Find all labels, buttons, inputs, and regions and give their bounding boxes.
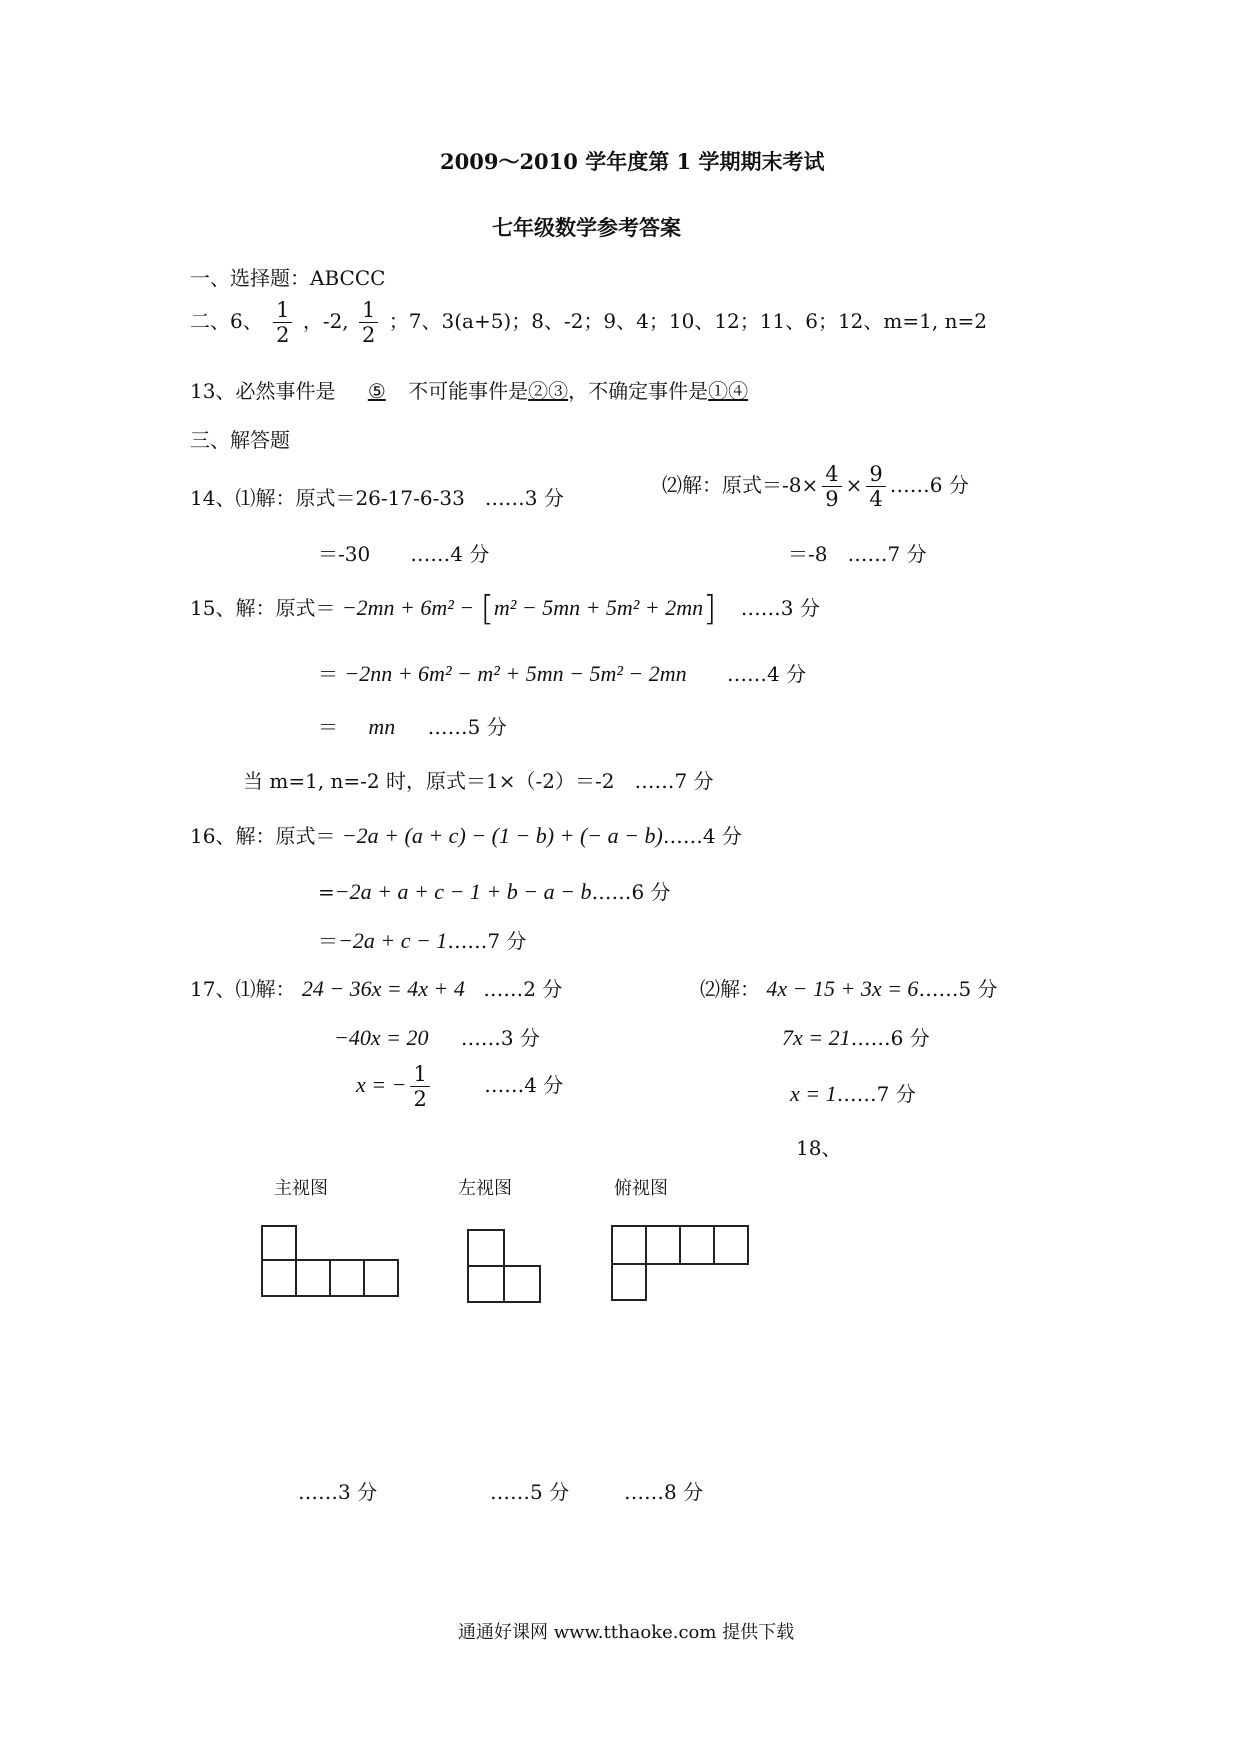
q17-a-line2 bbox=[334, 1022, 540, 1051]
q15-expr1: −2mn + 6m² − bbox=[341, 595, 475, 620]
q18-label: 18、 bbox=[796, 1136, 842, 1160]
q15-score3: ……5 分 bbox=[427, 715, 507, 739]
front-view-label: 主视图 bbox=[274, 1178, 328, 1199]
q16-score3: ……7 分 bbox=[447, 929, 527, 953]
q17-b-line3 bbox=[790, 1078, 916, 1107]
q14-b-line1 bbox=[662, 462, 969, 511]
q13-uncertain-answer: ①④ bbox=[708, 379, 749, 403]
q15-bracket-open: [ bbox=[480, 588, 494, 629]
q17-a-score3: ……4 分 bbox=[484, 1073, 564, 1098]
q17-a-expr1: 24 − 36x = 4x + 4 bbox=[301, 976, 465, 1001]
fraction-denominator: 2 bbox=[413, 1087, 427, 1112]
q15-score2: ……4 分 bbox=[727, 662, 807, 686]
equals-sign: = bbox=[318, 880, 335, 904]
q15-line3 bbox=[318, 711, 507, 740]
q14-b-prefix: ⑵解：原式＝-8× bbox=[662, 473, 819, 498]
q17-a-score1: ……2 分 bbox=[483, 977, 563, 1001]
fraction-denominator: 9 bbox=[825, 487, 839, 512]
q17-b-expr1: 4x − 15 + 3x = 6 bbox=[766, 976, 919, 1001]
q1-choice-answers: 一、选择题：ABCCC bbox=[190, 266, 386, 290]
top-view-label: 俯视图 bbox=[614, 1178, 668, 1199]
q16-line2 bbox=[318, 876, 671, 905]
q15-expr3: mn bbox=[368, 714, 396, 739]
q17-a-expr2: −40x = 20 bbox=[334, 1025, 429, 1050]
fraction-numerator: 9 bbox=[866, 462, 885, 487]
left-view-label: 左视图 bbox=[458, 1178, 512, 1199]
q2-fraction-half bbox=[273, 298, 292, 347]
q15-expr1-inner: m² − 5mn + 5m² + 2mn bbox=[493, 595, 704, 620]
q16-expr3: −2a + c − 1 bbox=[338, 928, 448, 953]
q2-part2: ，-2, bbox=[302, 309, 349, 334]
front-view-top-square bbox=[262, 1226, 296, 1260]
q14-fraction-9-4 bbox=[866, 462, 885, 511]
q2-fill-answers bbox=[190, 298, 987, 347]
q13-part3: ，不确定事件是 bbox=[568, 379, 709, 403]
left-view-diagram bbox=[464, 1226, 544, 1306]
equals-sign: ＝ bbox=[318, 662, 338, 686]
fraction-denominator: 2 bbox=[362, 323, 376, 348]
front-view-score: ……3 分 bbox=[298, 1480, 378, 1504]
q15-prefix: 15、解：原式＝ bbox=[190, 596, 336, 620]
q2-part3: ；7、3(a+5)；8、-2；9、4；10、12；11、6；12、m=1, n=2 bbox=[388, 309, 987, 334]
fraction-denominator: 4 bbox=[869, 487, 883, 512]
q17-b-score2: ……6 分 bbox=[850, 1026, 930, 1050]
q16-expr1: −2a + (a + c) − (1 − b) + (− a − b) bbox=[341, 823, 663, 848]
fraction-numerator: 4 bbox=[822, 462, 841, 487]
top-view-score: ……8 分 bbox=[624, 1480, 704, 1504]
q17-a-expr3: x = − bbox=[356, 1072, 407, 1098]
section3-title: 三、解答题 bbox=[190, 428, 290, 452]
q17-a-line3 bbox=[356, 1062, 563, 1111]
q16-score2: ……6 分 bbox=[591, 880, 671, 904]
q17-b-line1 bbox=[700, 973, 998, 1002]
q13-certain-answer: ⑤ bbox=[367, 379, 386, 403]
left-view-top-square bbox=[468, 1230, 504, 1266]
q14-b-score1: ……6 分 bbox=[889, 473, 969, 498]
q15-line4: 当 m=1, n=-2 时，原式＝1×（-2）＝-2 ……7 分 bbox=[243, 769, 714, 793]
q14-a-line2: ＝-30 ……4 分 bbox=[318, 542, 490, 566]
q14-a-line1: 14、⑴解：原式＝26-17-6-33 ……3 分 bbox=[190, 486, 564, 510]
q17-a-prefix: 17、⑴解： bbox=[190, 977, 296, 1001]
q17-b-line2 bbox=[782, 1022, 930, 1051]
page-title: 2009～2010 学年度第 1 学期期末考试 bbox=[440, 149, 825, 174]
equals-sign: ＝ bbox=[318, 715, 338, 739]
q15-score1: ……3 分 bbox=[740, 596, 820, 620]
q16-line1 bbox=[190, 820, 742, 849]
q16-expr2: −2a + a + c − 1 + b − a − b bbox=[334, 879, 592, 904]
q15-line1 bbox=[190, 588, 820, 629]
q17-b-prefix: ⑵解： bbox=[700, 977, 760, 1001]
q17-fraction-1-2 bbox=[410, 1062, 429, 1111]
q17-b-score3: ……7 分 bbox=[836, 1082, 916, 1106]
fraction-numerator: 1 bbox=[410, 1062, 429, 1087]
q17-a-line1 bbox=[190, 973, 562, 1002]
q15-expr2: −2nn + 6m² − m² + 5mn − 5m² − 2mn bbox=[344, 661, 687, 686]
footer-source: 通通好课网 www.tthaoke.com 提供下载 bbox=[458, 1622, 795, 1643]
fraction-denominator: 2 bbox=[276, 323, 290, 348]
q15-line2 bbox=[318, 658, 806, 687]
q16-line3 bbox=[318, 925, 526, 954]
q16-prefix: 16、解：原式＝ bbox=[190, 824, 336, 848]
q17-b-expr2: 7x = 21 bbox=[782, 1025, 851, 1050]
top-view-bottom-square bbox=[612, 1264, 646, 1300]
left-view-score: ……5 分 bbox=[490, 1480, 570, 1504]
top-view-diagram bbox=[608, 1222, 754, 1306]
q2-part1: 二、6、 bbox=[190, 309, 263, 334]
q13-impossible-answer: ②③ bbox=[528, 379, 569, 403]
q13-events bbox=[190, 375, 748, 404]
q15-bracket-close: ] bbox=[703, 588, 717, 629]
q17-a-score2: ……3 分 bbox=[460, 1026, 540, 1050]
q17-b-expr3: x = 1 bbox=[790, 1081, 837, 1106]
fraction-numerator: 1 bbox=[359, 298, 378, 323]
q14-b-line2: ＝-8 ……7 分 bbox=[788, 542, 927, 566]
fraction-numerator: 1 bbox=[273, 298, 292, 323]
page-subtitle: 七年级数学参考答案 bbox=[492, 215, 681, 240]
q17-b-score1: ……5 分 bbox=[918, 977, 998, 1001]
q13-part2: 不可能事件是 bbox=[408, 379, 529, 403]
equals-sign: ＝ bbox=[318, 929, 338, 953]
q2-fraction-half-2 bbox=[359, 298, 378, 347]
front-view-diagram bbox=[258, 1222, 404, 1302]
q16-score1: ……4 分 bbox=[662, 824, 742, 848]
q14-times: × bbox=[845, 473, 863, 498]
q14-fraction-4-9 bbox=[822, 462, 841, 511]
q13-part1: 13、必然事件是 bbox=[190, 379, 336, 403]
